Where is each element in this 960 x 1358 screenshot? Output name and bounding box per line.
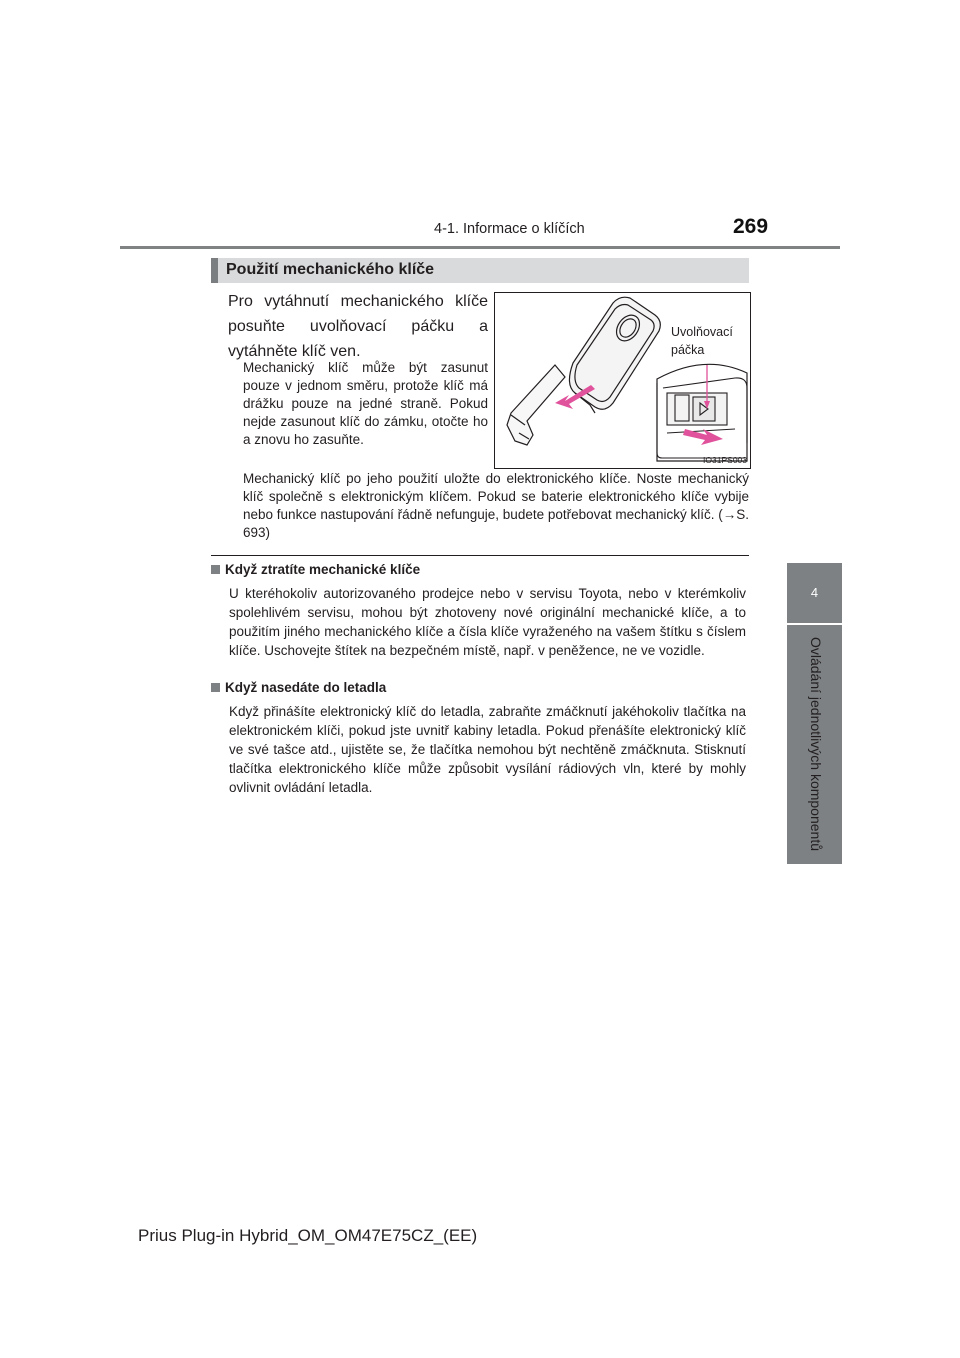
chapter-title: Ovládání jednotlivých komponentů	[808, 636, 824, 851]
header-section-title: 4-1. Informace o klíčích	[434, 221, 585, 237]
release-lever-label-line1: Uvolňovací	[671, 325, 733, 339]
item-heading-text: Když ztratíte mechanické klíče	[225, 562, 421, 577]
item-heading-text: Když nasedáte do letadla	[225, 680, 387, 695]
section-note: Mechanický klíč může být zasunut pouze v jednom směru, protože klíč má drážku pouze na jedné straně. Pokud nejde zasunout klíč do zámku, otočte ho a znovu ho zasuňte.	[243, 360, 488, 447]
footer-document-id: Prius Plug-in Hybrid_OM_OM47E75CZ_(EE)	[138, 1226, 478, 1245]
section-title-accent	[211, 258, 218, 283]
section-title-bar	[211, 258, 749, 283]
square-bullet-icon	[211, 683, 220, 692]
figure-code: IO31PS003	[703, 455, 747, 465]
storage-note: Mechanický klíč po jeho použití uložte do elektronického klíče. Noste mechanický klíč společně s elektronickým klíčem. Pokud se baterie elektronického klíče vybije nebo funkce nastupování řádně nefunguje, budete potřebovat mechanický klíč. (→S. 693)	[243, 471, 749, 540]
key-illustration	[494, 292, 751, 469]
item-heading-airplane	[211, 680, 386, 695]
section-title: Použití mechanického klíče	[226, 261, 435, 278]
header-divider	[120, 246, 840, 249]
chapter-tab-label	[806, 626, 826, 861]
electronic-key-drawing	[495, 293, 750, 468]
section-divider	[211, 555, 749, 556]
page-number: 269	[733, 215, 769, 238]
item-heading-lost-keys	[211, 562, 420, 577]
item-text-airplane: Když přinášíte elektronický klíč do letadla, zabraňte zmáčknutí jakéhokoliv tlačítka na elektronickém klíči, pokud jste uvnitř kabiny letadla. Pokud přenášíte elektronický klíč ve své tašce atd., ujistěte se, že tlačítka nemohou být nechtěně zmáčknuta. Stisknutí tlačítka elektronického klíče může způsobit vysílání rádiových vln, které by mohly ovlivnit ovládání letadla.	[229, 704, 746, 795]
chapter-number: 4	[810, 585, 819, 600]
square-bullet-icon	[211, 565, 220, 574]
release-lever-label-line2: páčka	[671, 343, 705, 357]
item-text-lost-keys: U kteréhokoliv autorizovaného prodejce nebo v servisu Toyota, nebo v kterémkoliv spolehlivém servisu, mohou být zhotoveny nové originální mechanické klíče, a to použitím jiného mechanického klíče a čísla klíče vyraženého na vašem štítku s číslem klíče. Uschovejte štítek na bezpečném místě, např. v peněžence, ne ve vozidle.	[229, 586, 746, 658]
release-lever-label	[671, 323, 733, 359]
chapter-tab-number	[787, 563, 842, 623]
section-intro: Pro vytáhnutí mechanického klíče posuňte uvolňovací páčku a vytáhněte klíč ven.	[228, 293, 488, 360]
